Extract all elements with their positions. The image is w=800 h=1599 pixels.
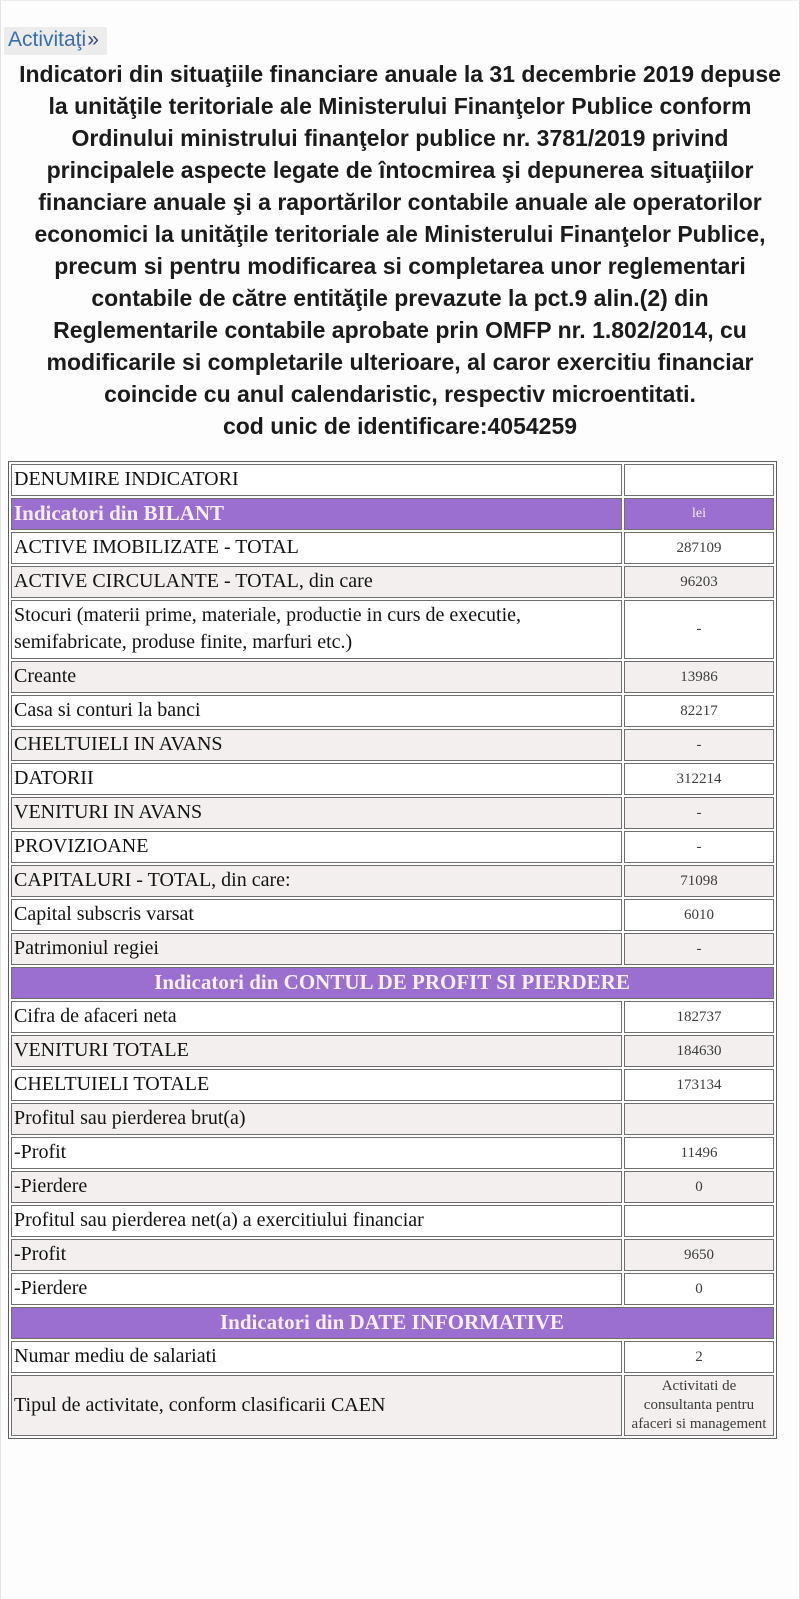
indicator-label-cell: Profitul sau pierderea brut(a) xyxy=(11,1103,622,1135)
breadcrumb-label: Activitaţi xyxy=(8,28,87,51)
table-row xyxy=(11,899,774,931)
indicator-value-cell: - xyxy=(624,831,774,863)
table-row xyxy=(11,1103,774,1135)
indicator-value-cell: - xyxy=(624,729,774,761)
indicator-value-cell: 9650 xyxy=(624,1239,774,1271)
indicator-label-cell: Patrimoniul regiei xyxy=(11,933,622,965)
indicator-value-cell xyxy=(624,1205,774,1237)
indicator-label-cell: Profitul sau pierderea net(a) a exercitiului financiar xyxy=(11,1205,622,1237)
indicator-label-cell: -Profit xyxy=(11,1137,622,1169)
section-header-row xyxy=(11,967,774,999)
table-row xyxy=(11,1341,774,1373)
table-row xyxy=(11,1171,774,1203)
breadcrumb-activitati-link[interactable] xyxy=(4,27,107,55)
indicator-label-cell: ACTIVE IMOBILIZATE - TOTAL xyxy=(11,532,622,564)
indicator-value-cell: 2 xyxy=(624,1341,774,1373)
indicator-value-cell: 312214 xyxy=(624,763,774,795)
indicator-value-cell xyxy=(624,1103,774,1135)
table-row xyxy=(11,661,774,693)
table-row xyxy=(11,1273,774,1305)
indicator-value-cell: 6010 xyxy=(624,899,774,931)
indicator-value-cell: - xyxy=(624,797,774,829)
indicator-label-cell: Stocuri (materii prime, materiale, productie in curs de executie, semifabricate, produse finite, marfuri etc.) xyxy=(11,600,622,659)
unit-header-cell: lei xyxy=(624,498,774,530)
table-row xyxy=(11,1035,774,1067)
page-title: Indicatori din situaţiile financiare anuale la 31 decembrie 2019 depuse la unităţile teritoriale ale Ministerului Finanţelor Publice conform Ordinului ministrului finanţelor publice nr. 3781/2019 privind principalele aspecte legate de întocmirea şi depunerea situaţiilor financiare anuale şi a raportărilor contabile anuale ale operatorilor economici la unităţile teritoriale ale Ministerului Finanţelor Publice, precum si pentru modificarea si completarea unor reglementari contabile de către entităţile prevazute la pct.9 alin.(2) din Reglementarile contabile aprobate prin OMFP nr. 1.802/2014, cu modificarile si completarile ulterioare, al caror exercitiu financiar coincide cu anul calendaristic, respectiv microentitati. xyxy=(19,61,781,407)
indicator-label-cell: -Pierdere xyxy=(11,1171,622,1203)
indicator-label-cell: DENUMIRE INDICATORI xyxy=(11,464,622,496)
indicator-value-cell: 0 xyxy=(624,1273,774,1305)
indicator-label-cell: DATORII xyxy=(11,763,622,795)
table-row xyxy=(11,1205,774,1237)
table-row xyxy=(11,831,774,863)
indicator-value-cell: 13986 xyxy=(624,661,774,693)
indicator-value-cell: 82217 xyxy=(624,695,774,727)
table-row xyxy=(11,532,774,564)
indicator-value-cell: Activitati de consultanta pentru afaceri si management xyxy=(624,1375,774,1436)
indicator-label-cell: Capital subscris varsat xyxy=(11,899,622,931)
table-row xyxy=(11,797,774,829)
indicator-value-cell: 96203 xyxy=(624,566,774,598)
indicator-label-cell: Cifra de afaceri neta xyxy=(11,1001,622,1033)
indicator-label-cell: Tipul de activitate, conform clasificarii CAEN xyxy=(11,1375,622,1436)
section-header-row xyxy=(11,498,774,530)
table-row xyxy=(11,1375,774,1436)
table-row xyxy=(11,464,774,496)
indicator-label-cell: Numar mediu de salariati xyxy=(11,1341,622,1373)
table-row xyxy=(11,1069,774,1101)
section-header-label: Indicatori din DATE INFORMATIVE xyxy=(11,1307,774,1339)
indicator-value-cell: 287109 xyxy=(624,532,774,564)
indicator-label-cell: VENITURI TOTALE xyxy=(11,1035,622,1067)
indicator-label-cell: CAPITALURI - TOTAL, din care: xyxy=(11,865,622,897)
company-id-line: cod unic de identificare:4054259 xyxy=(222,413,578,439)
indicator-value-cell: 0 xyxy=(624,1171,774,1203)
indicator-value-cell: 11496 xyxy=(624,1137,774,1169)
indicator-label-cell: PROVIZIOANE xyxy=(11,831,622,863)
indicator-label-cell: ACTIVE CIRCULANTE - TOTAL, din care xyxy=(11,566,622,598)
table-row xyxy=(11,566,774,598)
indicator-label-cell: -Profit xyxy=(11,1239,622,1271)
financial-indicators-table xyxy=(8,461,777,1439)
indicator-value-cell: - xyxy=(624,600,774,659)
indicator-value-cell: 182737 xyxy=(624,1001,774,1033)
breadcrumb-arrow-icon: » xyxy=(87,28,99,51)
section-header-label: Indicatori din BILANT xyxy=(11,498,622,530)
table-row xyxy=(11,763,774,795)
indicator-label-cell: Creante xyxy=(11,661,622,693)
indicator-label-cell: VENITURI IN AVANS xyxy=(11,797,622,829)
table-row xyxy=(11,1239,774,1271)
table-row xyxy=(11,695,774,727)
indicator-value-cell xyxy=(624,464,774,496)
indicator-value-cell: 71098 xyxy=(624,865,774,897)
indicator-value-cell: - xyxy=(624,933,774,965)
table-row xyxy=(11,1001,774,1033)
indicator-label-cell: Casa si conturi la banci xyxy=(11,695,622,727)
table-row xyxy=(11,865,774,897)
indicator-value-cell: 184630 xyxy=(624,1035,774,1067)
table-row xyxy=(11,1137,774,1169)
indicator-label-cell: CHELTUIELI IN AVANS xyxy=(11,729,622,761)
section-header-label: Indicatori din CONTUL DE PROFIT SI PIERDERE xyxy=(11,967,774,999)
indicator-value-cell: 173134 xyxy=(624,1069,774,1101)
table-row xyxy=(11,933,774,965)
table-row xyxy=(11,729,774,761)
indicator-label-cell: CHELTUIELI TOTALE xyxy=(11,1069,622,1101)
section-header-row xyxy=(11,1307,774,1339)
table-row xyxy=(11,600,774,659)
indicator-label-cell: -Pierdere xyxy=(11,1273,622,1305)
